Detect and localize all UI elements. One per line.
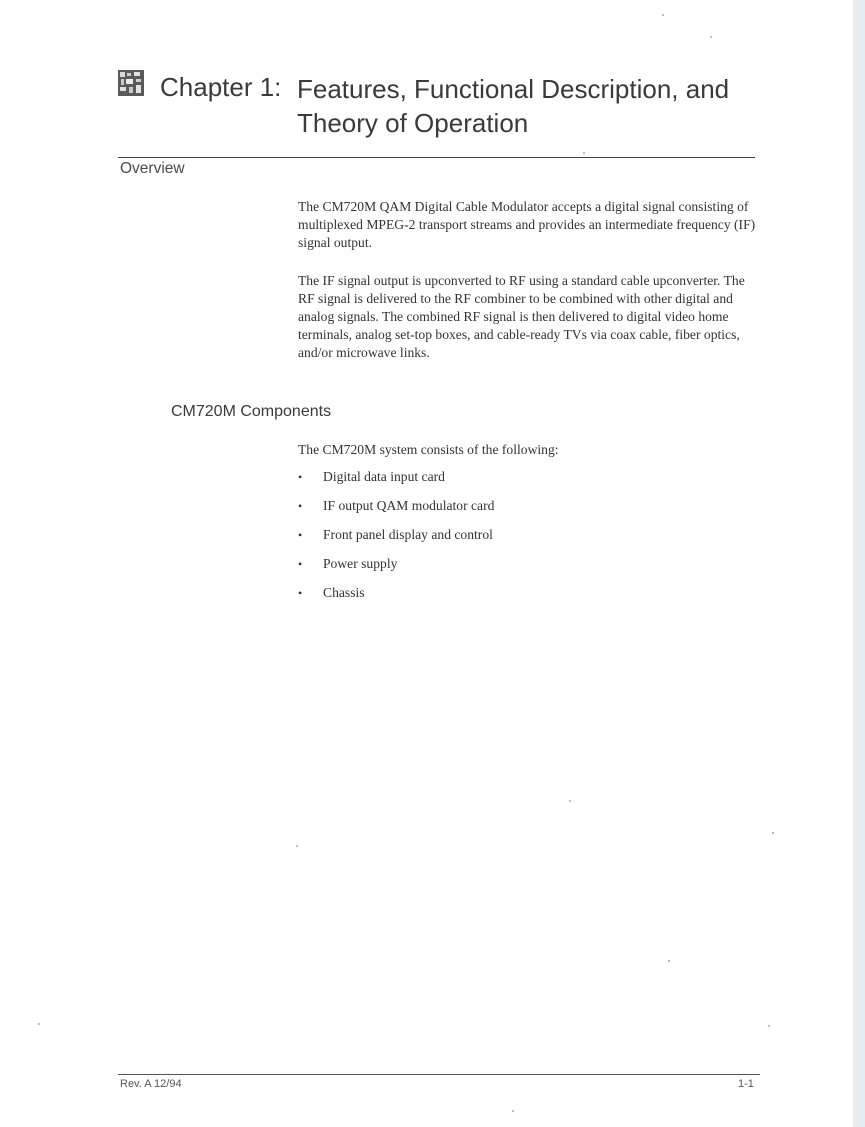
scan-speck <box>768 1025 770 1027</box>
overview-paragraph-2: The IF signal output is upconverted to RF using a standard cable upconverter. The RF signal is delivered to the RF combiner to be combined with other digital and analog signals. The combined RF signal is then delivered to digital video home terminals, analog set-top boxes, and cable-ready TVs via coax cable, fiber optics, and/or microwave links. <box>298 273 745 360</box>
bullet-icon: • <box>298 470 303 484</box>
list-item <box>298 496 728 525</box>
footer-rule <box>118 1074 760 1075</box>
scan-speck <box>512 1110 514 1112</box>
bullet-icon: • <box>298 557 303 571</box>
bullet-icon: • <box>298 586 303 600</box>
list-item <box>298 554 728 583</box>
overview-heading: Overview <box>120 160 185 177</box>
header-rule <box>118 157 755 158</box>
scan-edge-strip <box>853 0 865 1127</box>
scan-speck <box>38 1023 40 1025</box>
scan-speck <box>296 845 298 847</box>
components-list <box>298 467 728 612</box>
overview-paragraph-1: The CM720M QAM Digital Cable Modulator accepts a digital signal consisting of multiplexed MPEG-2 transport streams and provides an intermediate frequency (IF) signal output. <box>298 199 756 250</box>
bullet-icon: • <box>298 528 303 542</box>
scan-speck <box>710 36 712 38</box>
chapter-label: Chapter 1: <box>160 72 282 102</box>
page-number: 1-1 <box>738 1078 754 1090</box>
scan-speck <box>662 14 664 16</box>
list-item-text: Front panel display and control <box>323 527 493 542</box>
chapter-icon <box>118 70 144 96</box>
list-item-text: Power supply <box>323 556 398 571</box>
scan-speck <box>668 960 670 962</box>
bullet-icon: • <box>298 499 303 513</box>
list-item <box>298 467 728 496</box>
components-intro: The CM720M system consists of the following: <box>298 442 559 457</box>
list-item <box>298 525 728 554</box>
list-item-text: IF output QAM modulator card <box>323 498 495 513</box>
list-item <box>298 583 728 612</box>
chapter-title: Features, Functional Description, and Theory of Operation <box>297 74 730 138</box>
footer-revision: Rev. A 12/94 <box>120 1078 182 1090</box>
scan-speck <box>569 800 571 802</box>
scan-speck <box>583 152 585 154</box>
list-item-text: Digital data input card <box>323 469 445 484</box>
list-item-text: Chassis <box>323 585 365 600</box>
components-heading: CM720M Components <box>171 403 332 420</box>
scan-speck <box>772 832 774 834</box>
